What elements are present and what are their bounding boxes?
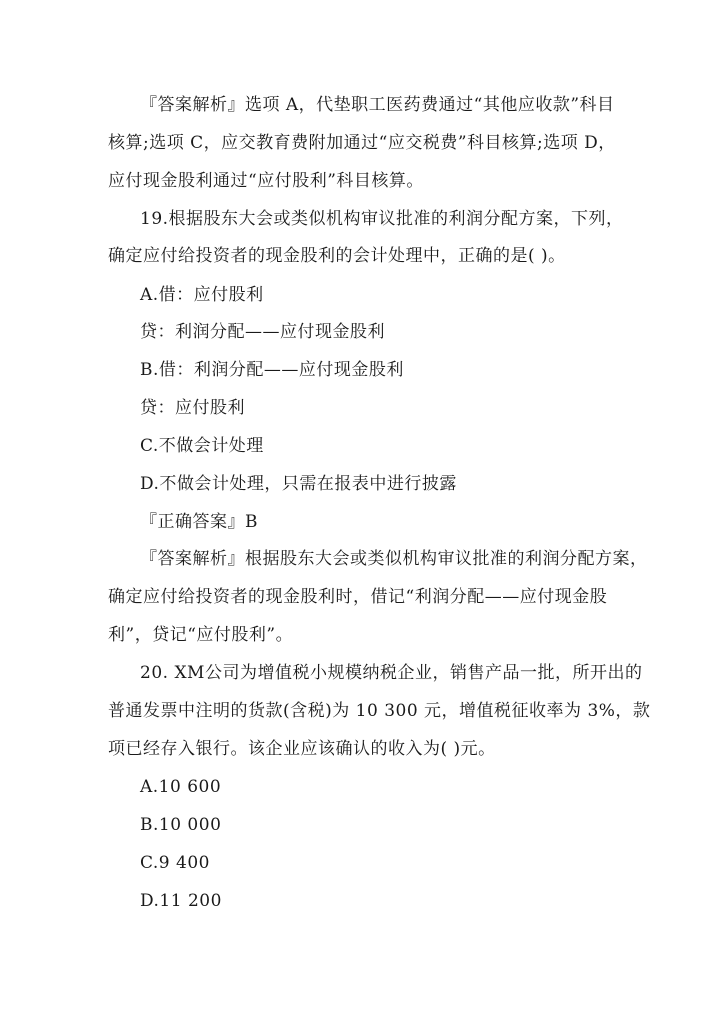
prev-analysis-line-1: 『答案解析』选项 A，代垫职工医药费通过“其他应收款”科目 bbox=[140, 95, 615, 115]
prev-analysis-line-3: 应付现金股利通过“应付股利”科目核算。 bbox=[108, 171, 424, 191]
q19-option-c: C.不做会计处理 bbox=[140, 436, 264, 456]
q19-analysis-line-1: 『答案解析』根据股东大会或类似机构审议批准的利润分配方案， bbox=[140, 549, 648, 569]
q19-option-b-debit: B.借：利润分配——应付现金股利 bbox=[140, 360, 404, 380]
q19-option-a-debit: A.借：应付股利 bbox=[140, 285, 264, 305]
q19-analysis-line-3: 利”，贷记“应付股利”。 bbox=[108, 625, 294, 645]
q19-analysis-line-2: 确定应付给投资者的现金股利时，借记“利润分配——应付现金股 bbox=[108, 587, 608, 607]
q20-stem-line-1: 20. XM公司为增值税小规模纳税企业，销售产品一批，所开出的 bbox=[140, 663, 643, 683]
q20-option-a: A.10 600 bbox=[140, 777, 222, 797]
q20-stem-line-3: 项已经存入银行。该企业应该确认的收入为( )元。 bbox=[108, 739, 496, 759]
prev-analysis-line-2: 核算;选项 C，应交教育费附加通过“应交税费”科目核算;选项 D， bbox=[108, 133, 616, 153]
q20-option-c: C.9 400 bbox=[140, 853, 210, 873]
q20-stem-line-2: 普通发票中注明的货款(含税)为 10 300 元，增值税征收率为 3%，款 bbox=[108, 701, 651, 721]
q19-answer: 『正确答案』B bbox=[140, 512, 258, 532]
q19-stem-line-2: 确定应付给投资者的现金股利的会计处理中，正确的是( )。 bbox=[108, 246, 566, 266]
q20-option-b: B.10 000 bbox=[140, 815, 222, 835]
q20-option-d: D.11 200 bbox=[140, 891, 222, 911]
q19-stem-line-1: 19.根据股东大会或类似机构审议批准的利润分配方案，下列， bbox=[140, 209, 624, 229]
q19-option-a-credit: 贷：利润分配——应付现金股利 bbox=[140, 322, 385, 342]
q19-option-b-credit: 贷：应付股利 bbox=[140, 398, 245, 418]
q19-option-d: D.不做会计处理，只需在报表中进行披露 bbox=[140, 474, 457, 494]
